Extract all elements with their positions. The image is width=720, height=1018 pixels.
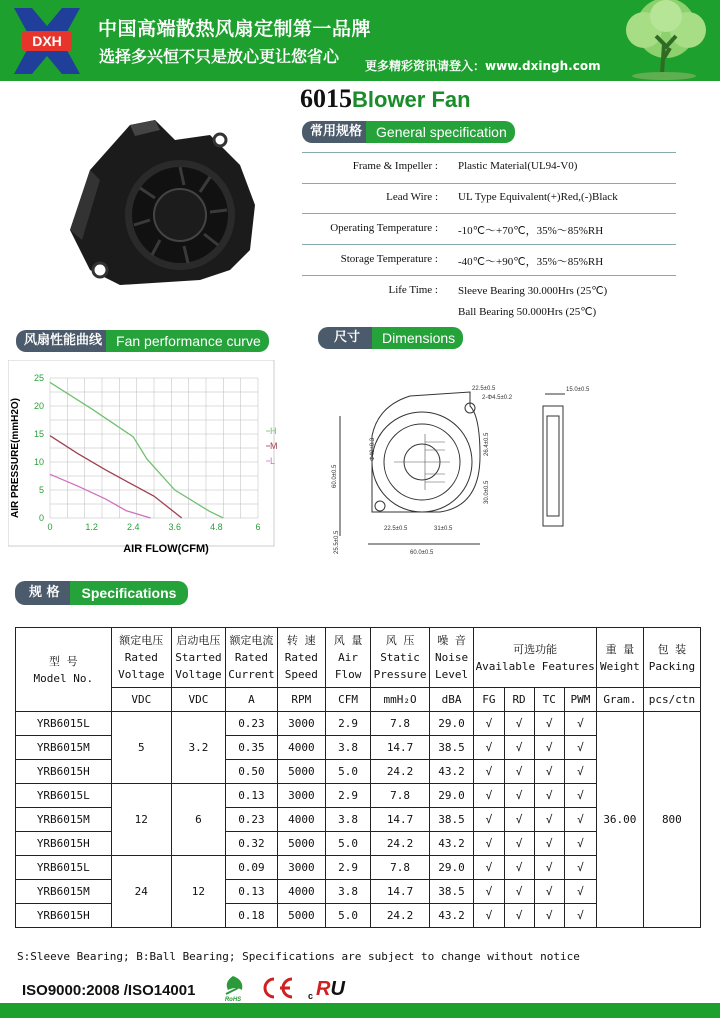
cell-flow: 2.9 <box>325 712 371 736</box>
cell-current: 0.18 <box>225 904 277 928</box>
th-available-features: 可选功能 Available Features <box>474 628 597 688</box>
performance-label-cn: 风扇性能曲线 <box>16 330 110 352</box>
cell-feature-pwm: √ <box>564 904 596 928</box>
cell-pressure: 24.2 <box>371 832 429 856</box>
cell-pressure: 7.8 <box>371 712 429 736</box>
unit-cell: Gram. <box>597 688 644 712</box>
cell-feature-rd: √ <box>504 832 534 856</box>
gs-value: -10℃～+70℃，35%～85%RH <box>458 225 604 237</box>
tree-illustration <box>608 0 720 81</box>
legend-label-L: L <box>270 456 276 466</box>
dimensions-label-cn: 尺寸 <box>318 327 376 349</box>
cell-feature-rd: √ <box>504 904 534 928</box>
cell-pressure: 24.2 <box>371 760 429 784</box>
cell-speed: 3000 <box>277 712 325 736</box>
cell-feature-tc: √ <box>534 808 564 832</box>
cell-model: YRB6015M <box>16 880 112 904</box>
th-rated-voltage: 额定电压 Rated Voltage <box>111 628 171 688</box>
cell-feature-fg: √ <box>474 856 504 880</box>
unit-cell: PWM <box>564 688 596 712</box>
dimension-drawing <box>330 376 610 561</box>
cell-speed: 3000 <box>277 784 325 808</box>
performance-label-en: Fan performance curve <box>106 330 269 352</box>
cell-started-voltage: 6 <box>171 784 225 856</box>
cell-feature-pwm: √ <box>564 760 596 784</box>
cell-noise: 29.0 <box>429 784 474 808</box>
dim-note: 22.5±0.5 <box>472 386 496 392</box>
cell-feature-tc: √ <box>534 904 564 928</box>
unit-cell: pcs/ctn <box>643 688 700 712</box>
cell-speed: 5000 <box>277 760 325 784</box>
cell-feature-pwm: √ <box>564 808 596 832</box>
cell-flow: 5.0 <box>325 904 371 928</box>
product-title <box>300 84 471 114</box>
unit-cell: VDC <box>171 688 225 712</box>
specifications-table <box>15 627 701 928</box>
cell-flow: 3.8 <box>325 880 371 904</box>
cell-feature-rd: √ <box>504 760 534 784</box>
header-slogan: 选择多兴恒不只是放心更让您省心 <box>99 47 340 66</box>
cell-current: 0.50 <box>225 760 277 784</box>
dimensions-label <box>318 327 463 349</box>
cell-pressure: 7.8 <box>371 784 429 808</box>
header-headline: 中国高端散热风扇定制第一品牌 <box>98 18 372 40</box>
cell-feature-rd: √ <box>504 784 534 808</box>
th-started-voltage: 启动电压 Started Voltage <box>171 628 225 688</box>
cell-feature-pwm: √ <box>564 784 596 808</box>
cell-feature-tc: √ <box>534 880 564 904</box>
cell-speed: 3000 <box>277 856 325 880</box>
cell-model: YRB6015L <box>16 856 112 880</box>
product-name: Blower Fan <box>352 87 471 112</box>
cell-model: YRB6015L <box>16 712 112 736</box>
y-tick-label: 5 <box>38 485 44 495</box>
cell-current: 0.35 <box>225 736 277 760</box>
cell-flow: 2.9 <box>325 856 371 880</box>
gs-row <box>302 213 676 245</box>
cell-current: 0.09 <box>225 856 277 880</box>
dim-note: 2-Φ4.5±0.2 <box>482 395 513 401</box>
th-model: 型 号 Model No. <box>16 628 112 712</box>
table-units-row <box>16 688 701 712</box>
cell-speed: 5000 <box>277 904 325 928</box>
chart-xlabel: AIR FLOW(CFM) <box>123 543 209 555</box>
th-rated-speed: 转 速 Rated Speed <box>277 628 325 688</box>
chart-ylabel: AIR PRESSURE(mmH2O) <box>10 397 21 519</box>
cell-feature-fg: √ <box>474 808 504 832</box>
cell-feature-rd: √ <box>504 808 534 832</box>
x-tick-label: 4.8 <box>210 522 223 532</box>
cell-current: 0.23 <box>225 712 277 736</box>
legend-label-H: H <box>270 426 277 436</box>
dim-note: 30.0±0.5 <box>484 480 490 504</box>
cell-packing: 800 <box>643 712 700 928</box>
dxh-logo <box>10 4 84 78</box>
cell-feature-rd: √ <box>504 736 534 760</box>
rohs-text: RoHS <box>224 997 242 1002</box>
cell-feature-fg: √ <box>474 784 504 808</box>
cell-model: YRB6015H <box>16 832 112 856</box>
cell-flow: 2.9 <box>325 784 371 808</box>
cell-pressure: 14.7 <box>371 808 429 832</box>
y-tick-label: 0 <box>38 513 44 523</box>
x-tick-label: 1.2 <box>85 522 98 532</box>
cell-model: YRB6015H <box>16 904 112 928</box>
cell-pressure: 14.7 <box>371 880 429 904</box>
performance-label <box>16 330 269 352</box>
cell-noise: 38.5 <box>429 808 474 832</box>
cell-noise: 38.5 <box>429 880 474 904</box>
gs-label: Operating Temperature : <box>330 222 438 234</box>
th-air-flow: 风 量 Air Flow <box>325 628 371 688</box>
unit-cell: FG <box>474 688 504 712</box>
table-row <box>16 712 701 736</box>
cell-pressure: 14.7 <box>371 736 429 760</box>
cell-feature-fg: √ <box>474 880 504 904</box>
cell-noise: 29.0 <box>429 856 474 880</box>
cell-noise: 38.5 <box>429 736 474 760</box>
iso-certification: ISO9000:2008 /ISO14001 <box>22 982 196 999</box>
gs-label: Life Time : <box>388 284 438 296</box>
x-tick-label: 2.4 <box>126 522 140 532</box>
cell-feature-fg: √ <box>474 760 504 784</box>
unit-cell: mmH₂O <box>371 688 429 712</box>
gs-label: Frame & Impeller : <box>352 160 438 172</box>
fan-photo <box>60 110 270 310</box>
cell-feature-fg: √ <box>474 736 504 760</box>
cell-feature-rd: √ <box>504 856 534 880</box>
dimensions-label-en: Dimensions <box>372 327 463 349</box>
cell-feature-pwm: √ <box>564 856 596 880</box>
x-tick-label: 3.6 <box>168 522 182 532</box>
cell-rated-voltage: 12 <box>111 784 171 856</box>
cell-speed: 4000 <box>277 736 325 760</box>
th-rated-current: 额定电流 Rated Current <box>225 628 277 688</box>
th-weight: 重 量 Weight <box>597 628 644 688</box>
unit-cell: TC <box>534 688 564 712</box>
general-spec-label-cn: 常用规格 <box>302 121 370 143</box>
cell-feature-tc: √ <box>534 784 564 808</box>
gs-row <box>302 183 676 214</box>
dim-note: Φ40±0.3 <box>370 437 376 461</box>
cell-feature-tc: √ <box>534 760 564 784</box>
cell-feature-pwm: √ <box>564 736 596 760</box>
svg-text:c: c <box>308 991 314 1001</box>
dim-note: 25.5±0.5 <box>334 530 340 554</box>
cell-noise: 43.2 <box>429 904 474 928</box>
unit-cell: dBA <box>429 688 474 712</box>
cell-pressure: 24.2 <box>371 904 429 928</box>
table-footnote: S:Sleeve Bearing; B:Ball Bearing; Specifications are subject to change without notice <box>17 950 580 963</box>
y-tick-label: 25 <box>33 373 44 383</box>
specifications-label <box>15 581 188 605</box>
ce-mark-icon <box>260 976 296 1000</box>
gs-label: Lead Wire : <box>386 191 438 203</box>
gs-value: Sleeve Bearing 30.000Hrs (25℃) <box>458 285 608 297</box>
cell-flow: 3.8 <box>325 808 371 832</box>
cell-flow: 3.8 <box>325 736 371 760</box>
model-number: 6015 <box>300 84 352 113</box>
cell-noise: 43.2 <box>429 832 474 856</box>
cell-feature-pwm: √ <box>564 880 596 904</box>
cell-feature-fg: √ <box>474 904 504 928</box>
specifications-label-cn: 规 格 <box>15 581 74 605</box>
cell-feature-pwm: √ <box>564 832 596 856</box>
cell-feature-tc: √ <box>534 736 564 760</box>
y-tick-label: 20 <box>33 401 44 411</box>
cell-model: YRB6015L <box>16 784 112 808</box>
performance-chart <box>8 360 278 560</box>
table-header-row <box>16 628 701 688</box>
cell-feature-rd: √ <box>504 712 534 736</box>
general-spec-label <box>302 121 515 143</box>
cell-pressure: 7.8 <box>371 856 429 880</box>
cell-current: 0.13 <box>225 784 277 808</box>
gs-value: UL Type Equivalent(+)Red,(-)Black <box>458 191 618 203</box>
th-packing: 包 装 Packing <box>643 628 700 688</box>
gs-row <box>302 244 676 276</box>
ul-mark-icon <box>306 974 352 1002</box>
y-tick-label: 10 <box>33 457 44 467</box>
cell-rated-voltage: 24 <box>111 856 171 928</box>
y-tick-label: 15 <box>33 429 44 439</box>
unit-cell: RPM <box>277 688 325 712</box>
cell-feature-tc: √ <box>534 832 564 856</box>
dim-note: 60.0±0.5 <box>410 550 434 556</box>
cell-started-voltage: 3.2 <box>171 712 225 784</box>
cell-feature-tc: √ <box>534 856 564 880</box>
gs-value-2: Ball Bearing 50.000Hrs (25℃) <box>458 306 597 318</box>
cell-flow: 5.0 <box>325 832 371 856</box>
x-tick-label: 6 <box>255 522 261 532</box>
dim-note: 60.0±0.5 <box>332 464 338 488</box>
cell-model: YRB6015M <box>16 808 112 832</box>
dim-note: 15.0±0.5 <box>566 387 590 393</box>
cell-speed: 5000 <box>277 832 325 856</box>
gs-value: -40℃～+90℃，35%～85%RH <box>458 256 604 268</box>
th-static-pressure: 风 压 Static Pressure <box>371 628 429 688</box>
cell-feature-tc: √ <box>534 712 564 736</box>
unit-cell: VDC <box>111 688 171 712</box>
cell-weight: 36.00 <box>597 712 644 928</box>
header-website[interactable]: 更多精彩资讯请登入：www.dxingh.com <box>365 59 601 73</box>
cell-speed: 4000 <box>277 880 325 904</box>
legend-label-M: M <box>270 441 278 451</box>
dim-note: 22.5±0.5 <box>384 526 408 532</box>
cell-current: 0.32 <box>225 832 277 856</box>
unit-cell: RD <box>504 688 534 712</box>
cell-rated-voltage: 5 <box>111 712 171 784</box>
cell-speed: 4000 <box>277 808 325 832</box>
gs-row <box>302 275 676 323</box>
th-noise-level: 噪 音 Noise Level <box>429 628 474 688</box>
cell-current: 0.23 <box>225 808 277 832</box>
cell-flow: 5.0 <box>325 760 371 784</box>
gs-row <box>302 152 676 184</box>
dim-note: 26.4±0.5 <box>484 432 490 456</box>
cell-noise: 29.0 <box>429 712 474 736</box>
dim-note: 31±0.5 <box>434 526 453 532</box>
rohs-icon <box>218 974 248 1002</box>
gs-label: Storage Temperature : <box>340 253 438 265</box>
specifications-label-en: Specifications <box>70 581 189 605</box>
cell-model: YRB6015M <box>16 736 112 760</box>
footer-bar <box>0 1003 720 1018</box>
cell-noise: 43.2 <box>429 760 474 784</box>
x-tick-label: 0 <box>47 522 53 532</box>
cell-current: 0.13 <box>225 880 277 904</box>
unit-cell: A <box>225 688 277 712</box>
cell-feature-pwm: √ <box>564 712 596 736</box>
gs-value: Plastic Material(UL94-V0) <box>458 160 578 172</box>
unit-cell: CFM <box>325 688 371 712</box>
cell-feature-rd: √ <box>504 880 534 904</box>
cell-feature-fg: √ <box>474 832 504 856</box>
cell-started-voltage: 12 <box>171 856 225 928</box>
logo-text: DXH <box>32 33 62 49</box>
general-spec-label-en: General specification <box>366 121 515 143</box>
cell-feature-fg: √ <box>474 712 504 736</box>
svg-text:RU: RU <box>316 978 345 1000</box>
cell-model: YRB6015H <box>16 760 112 784</box>
